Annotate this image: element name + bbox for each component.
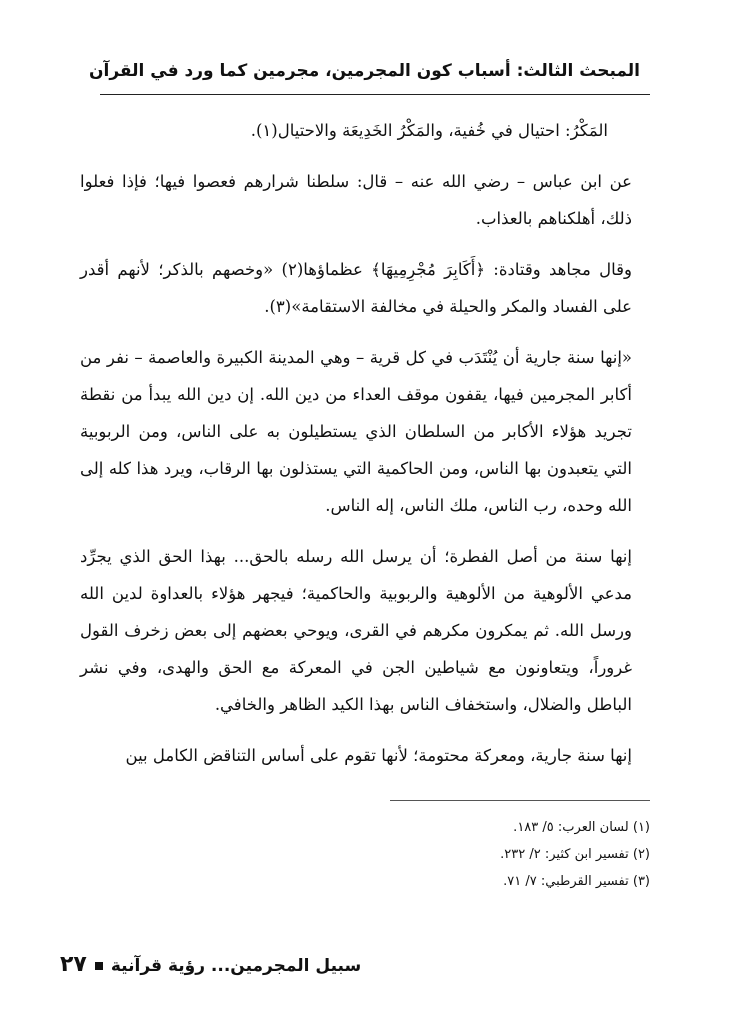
paragraph-6: إنها سنة جارية، ومعركة محتومة؛ لأنها تقوم على أساس التناقض الكامل بين [125,746,632,765]
footnotes [350,814,650,895]
paragraph-5: إنها سنة من أصل الفطرة؛ أن يرسل الله رسله بالحق... بهذا الحق الذي يجرِّد مدعي الألوهية من الألوهية والربوبية والحاكمية؛ فيجهر هؤلاء بالعداوة لدين الله ورسل الله. ثم يمكرون مكرهم في القرى، ويوحي بعضهم إلى بعض زخرف القول غروراً، ويتعاونون مع شياطين الجن في المعركة مع الحق والهدى، وفي نشر الباطل والضلال، واستخفاف الناس بهذا الكيد الظاهر والخافي. [80,547,632,714]
footnote-1: (١) لسان العرب: ٥/ ١٨٣. [513,820,650,835]
paragraph-4: «إنها سنة جارية أن يُنْتَدَب في كل قرية – وهي المدينة الكبيرة والعاصمة – نفر من أكابر المجرمين فيها، يقفون موقف العداء من دين الله. إن دين الله يبدأ من نقطة تجريد هؤلاء الأكابر من السلطان الذي يستطيلون به على الناس، ومن الربوبية التي يتعبدون بها الناس، ومن الحاكمية التي يستذلون بها الرقاب، ويرد هذا كله إلى الله وحده، رب الناس، ملك الناس، إله الناس. [80,348,632,515]
square-bullet-icon [95,962,103,970]
footer-book-title: سبيل المجرمين... رؤية قرآنية [110,956,362,976]
footnote-3: (٣) تفسير القرطبي: ٧/ ٧١. [503,874,650,889]
footnote-2: (٢) تفسير ابن كثير: ٢/ ٢٣٢. [500,847,650,862]
running-head-title: المبحث الثالث: أسباب كون المجرمين، مجرمين كما ورد في القرآن [89,61,640,81]
footnote-rule [390,800,650,801]
paragraph-3: وقال مجاهد وقتادة: ﴿أَكَابِرَ مُجْرِمِيهَا﴾ عظماؤها(٢) «وخصهم بالذكر؛ لأنهم أقدر على الفساد والمكر والحيلة في مخالفة الاستقامة»(٣). [80,260,633,316]
body-text [80,112,632,788]
page-footer [60,950,361,981]
paragraph-2: عن ابن عباس – رضي الله عنه – قال: سلطنا شرارهم فعصوا فيها؛ فإذا فعلوا ذلك، أهلكناهم بالعذاب. [80,172,632,228]
paragraph-1: المَكْرُ: احتيال في خُفية، والمَكْرُ الخَدِيعَة والاحتيال(١). [250,121,608,140]
header-rule [100,94,650,95]
page-number: ٢٧ [60,952,87,977]
